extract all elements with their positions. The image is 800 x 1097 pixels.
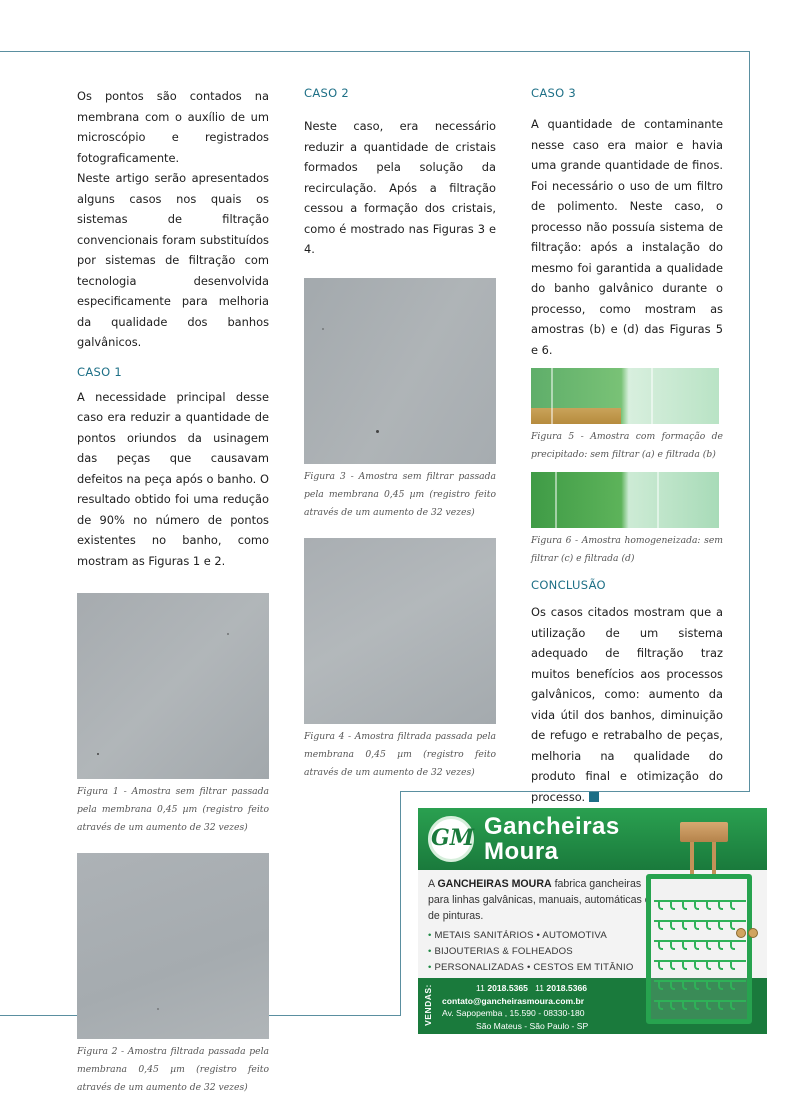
ad-desc-prefix: A	[428, 878, 438, 890]
conclusion-text	[531, 602, 723, 807]
rack-hook	[670, 922, 675, 930]
ad-email-link[interactable]: contato@gancheirasmoura.com.br	[442, 995, 585, 1006]
rack-hook	[706, 1002, 711, 1010]
rack-hook	[682, 902, 687, 910]
figure-6-caption: Figura 6 - Amostra homogeneizada: sem filtrar (c) e filtrada (d)	[531, 535, 723, 564]
rack-hook	[730, 962, 735, 970]
column-1	[77, 86, 269, 1097]
figure-3-caption: Figura 3 - Amostra sem filtrar passada pela membrana 0,45 µm (registro feito através de um aumento de 32 vezes)	[304, 470, 496, 518]
rack-hook	[706, 902, 711, 910]
rack-hook	[658, 942, 663, 950]
ad-list-item: • BIJOUTERIAS & FOLHEADOS	[428, 946, 573, 957]
bullet-icon: •	[428, 930, 432, 941]
case-3-text: A quantidade de contaminante nesse caso era maior e havia uma grande quantidade de finos. Foi necessário o uso de um filtro de polimento. Neste caso, o processo não possuía sistema de filtração: após a instalação do mesmo foi garantida a qualidade do banho galvânico durante o processo, como mostram as amostras (b) e (d) das Figuras 5 e 6.	[531, 117, 723, 357]
case-2-text: Neste caso, era necessário reduzir a quantidade de cristais formados pela solução da recirculação. Após a filtração cessou a formação dos cristais, como é mostrado nas Figuras 3 e 4.	[304, 119, 496, 256]
conclusion-text-content: Os casos citados mostram que a utilização de um sistema adequado de filtração traz muitos benefícios aos processos galvânicos, como: aumento da vida útil dos banhos, diminuição de refugo e retrabalho de peças, melhoria na qualidade do produto final e otimização do processo.	[531, 605, 723, 804]
ad-vendas-label: VENDAS:	[423, 984, 433, 1026]
rack-hook	[718, 942, 723, 950]
figure-4-photo	[304, 538, 496, 724]
ad-brand-title	[484, 814, 620, 864]
case-1-text: A necessidade principal desse caso era reduzir a quantidade de pontos oriundos da usinagem das peças que causavam defeitos na peça após o banho. O resultado obtido foi uma redução de 90% no número de pontos existentes no banho, como mostram as Figuras 1 e 2.	[77, 389, 269, 568]
rack-hook	[706, 942, 711, 950]
figure-1-photo	[77, 593, 269, 779]
advertisement-gancheiras-moura	[418, 808, 767, 1034]
figure-2-caption: Figura 2 - Amostra filtrada passada pela membrana 0,45 µm (registro feito através de um aumento de 32 vezes)	[77, 1046, 269, 1093]
rack-hook	[682, 982, 687, 990]
case-1-heading: CASO 1	[77, 364, 123, 379]
ad-city: São Mateus - São Paulo - SP	[476, 1020, 589, 1031]
rack-hook	[718, 922, 723, 930]
rack-hook	[706, 962, 711, 970]
case-2-heading: CASO 2	[304, 86, 350, 100]
rack-hook	[670, 942, 675, 950]
ad-logo	[428, 816, 474, 862]
rack-hook	[730, 902, 735, 910]
ad-product-list	[428, 928, 668, 976]
ad-list-item: • PERSONALIZADAS • CESTOS EM TITÂNIO	[428, 962, 634, 973]
ad-brand-line-2: Moura	[484, 838, 559, 865]
figure-1-caption: Figura 1 - Amostra sem filtrar passada pela membrana 0,45 µm (registro feito através de um aumento de 32 vezes)	[77, 786, 269, 833]
rack-hook	[682, 922, 687, 930]
figure-6-photo	[531, 472, 719, 528]
end-of-article-mark	[589, 792, 599, 802]
bullet-icon: •	[428, 946, 432, 957]
rack-hook	[694, 922, 699, 930]
rack-hook	[670, 982, 675, 990]
bullet-icon: •	[428, 962, 432, 973]
rack-hook	[658, 982, 663, 990]
ad-description	[428, 876, 663, 924]
figure-5-caption: Figura 5 - Amostra com formação de precipitado: sem filtrar (a) e filtrada (b)	[531, 431, 723, 460]
column-2	[304, 86, 496, 782]
rack-hook	[730, 922, 735, 930]
figure-2-photo	[77, 853, 269, 1039]
intro-paragraph-2: Neste artigo serão apresentados alguns casos nos quais os sistemas de filtração convencionais foram substituídos por sistemas de filtração com tecnologia desenvolvida especificamente para melhoria da qualidade dos banhos galvânicos.	[77, 171, 269, 349]
rack-hook	[682, 962, 687, 970]
ad-list-item: • METAIS SANITÁRIOS • AUTOMOTIVA	[428, 930, 607, 941]
ad-contact-info	[442, 982, 652, 1032]
screw-icon	[736, 928, 746, 938]
rack-hook	[718, 982, 723, 990]
column-3	[531, 86, 723, 889]
rack-hook	[682, 942, 687, 950]
rack-hook	[718, 1002, 723, 1010]
rack-hook	[730, 982, 735, 990]
figure-5-photo	[531, 368, 719, 424]
rack-hook	[670, 1002, 675, 1010]
rack-hook	[694, 902, 699, 910]
rack-hook	[706, 982, 711, 990]
conclusion-heading: CONCLUSÃO	[531, 578, 606, 592]
rack-hook	[658, 962, 663, 970]
rack-hook	[658, 922, 663, 930]
rack-hook	[730, 1002, 735, 1010]
ad-address: Av. Sapopemba , 15.590 - 08330-180	[442, 1008, 585, 1018]
ad-desc-rest: fabrica gancheiras para linhas galvânicas, manuais, automáticas e de pinturas.	[428, 878, 651, 922]
sediment-layer	[531, 408, 621, 424]
ad-phones: 11 2018.5365 11 2018.5366	[476, 983, 588, 993]
screw-icon	[748, 928, 758, 938]
figure-3-photo	[304, 278, 496, 464]
case-3-heading: CASO 3	[531, 86, 577, 100]
rack-hook	[670, 962, 675, 970]
ad-brand-line-1: Gancheiras	[484, 813, 620, 840]
frame-right-rule	[749, 51, 750, 791]
rack-hook	[694, 962, 699, 970]
rack-hook	[658, 1002, 663, 1010]
rack-hook	[694, 982, 699, 990]
rack-hook	[706, 922, 711, 930]
ad-desc-brand: GANCHEIRAS MOURA	[437, 878, 552, 890]
frame-step-rule-vertical	[400, 792, 401, 1016]
rack-hook	[694, 1002, 699, 1010]
rack-hook	[670, 902, 675, 910]
rack-hook	[694, 942, 699, 950]
rack-illustration	[640, 816, 758, 1032]
ad-logo-letters: GM	[431, 825, 475, 851]
rack-hook	[730, 942, 735, 950]
rack-hook	[718, 962, 723, 970]
rack-hook	[658, 902, 663, 910]
figure-4-caption: Figura 4 - Amostra filtrada passada pela membrana 0,45 µm (registro feito através de um aumento de 32 vezes)	[304, 730, 496, 778]
frame-top-rule	[0, 51, 750, 52]
rack-contact-plate	[680, 822, 728, 842]
rack-hook	[718, 902, 723, 910]
intro-paragraph: Os pontos são contados na membrana com o auxílio de um microscópio e registrados fotograficamente.	[77, 89, 269, 165]
rack-hook	[682, 1002, 687, 1010]
